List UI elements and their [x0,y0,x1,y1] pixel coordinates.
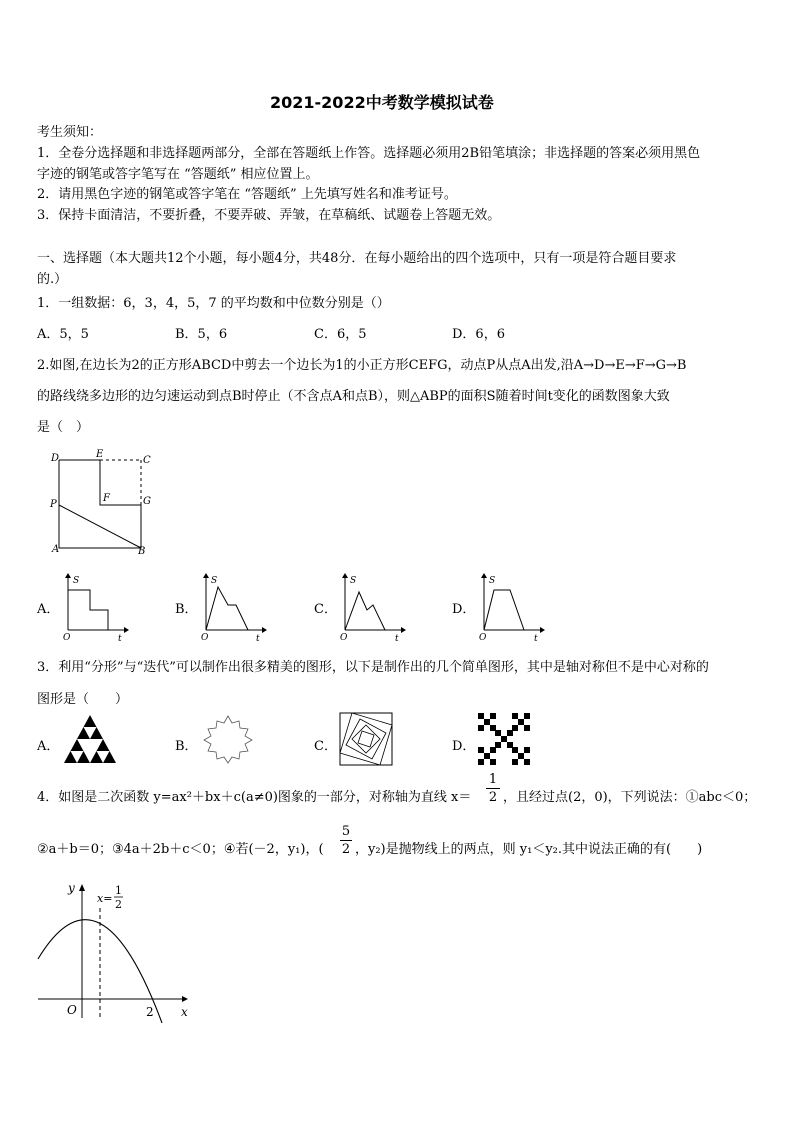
page-title: 2021-2022中考数学模拟试卷 [270,93,494,112]
graph-a-t: t [118,634,122,642]
q2-graph-a [60,572,130,642]
q2-graph-d [476,572,546,642]
graph-d-t: t [534,634,538,642]
notice-line-1: 1．全卷分选择题和非选择题两部分，全部在答题纸上作答。选择题必须用2B铅笔填涂；非选择题的答案必须用黑色 [37,146,701,161]
label-f: F [103,493,110,504]
q4-fraction-2 [340,824,352,857]
notice-heading: 考生须知： [37,125,103,140]
q4-graph-y: y [68,881,75,895]
q4-fraction-2-den: 2 [341,842,351,857]
label-a: A [52,544,60,555]
label-b: B [138,546,146,557]
q2-option-d: D． [452,602,476,617]
q4-fraction-1 [486,772,500,805]
q4-graph-two: 2 [146,1005,154,1019]
q4-line-1a: 4．如图是二次函数 y=ax²＋bx＋c(a≠0)图象的一部分，对称轴为直线 x＝ [37,790,472,805]
q2-line-3: 是（ ） [37,420,90,435]
q3-line-2: 图形是（ ） [37,692,129,707]
q3-option-d: D． [452,739,476,754]
q3-option-c: C． [314,739,337,754]
q4-graph-x: x [181,1005,188,1019]
label-g: G [143,496,151,507]
q1-option-a: A．5，5 [37,327,89,342]
q4-parabola-graph [30,878,200,1023]
q4-line-2a: ②a＋b＝0；③4a＋2b＋c＜0；④若(－2，y₁)，( [37,842,324,857]
q3-checker-figure [478,713,530,765]
label-e: E [96,449,104,460]
q4-graph-frac-num: 1 [115,884,122,897]
q2-line-2: 的路线绕多边形的边匀速运动到点B时停止（不含点A和点B），则△ABP的面积S随着时间t变化的函数图象大致 [37,389,670,404]
q4-line-1b: ，且经过点(2，0)，下列说法：①abc＜0； [503,790,757,805]
q4-graph-o: O [67,1003,77,1017]
graph-a-s: S [73,576,80,586]
q4-graph-axis-label: x= [97,892,113,905]
graph-a-o: O [63,633,71,642]
q2-square-figure [45,448,160,558]
graph-c-s: S [350,576,357,586]
graph-c-o: O [340,633,348,642]
q4-graph-frac-den: 2 [115,898,122,911]
section-heading-line-2: 的.） [37,272,68,287]
q1-option-b: B．5，6 [175,327,228,342]
notice-line-2: 字迹的钢笔或答字笔写在 “答题纸” 相应位置上。 [37,167,319,182]
q2-graph-c [337,572,407,642]
graph-c-t: t [395,634,399,642]
q2-graph-b [198,572,268,642]
q1-option-d: D．6，6 [452,327,505,342]
notice-line-4: 3．保持卡面清洁，不要折叠，不要弄破、弄皱，在草稿纸、试题卷上答题无效。 [37,208,501,223]
q4-fraction-1-num: 1 [488,772,498,787]
q3-nested-squares-figure [338,711,394,767]
label-d: D [51,453,60,464]
graph-b-t: t [256,634,260,642]
q1-option-c: C．6，5 [314,327,367,342]
graph-b-s: S [211,576,218,586]
q3-line-1: 3．利用“分形”与“迭代”可以制作出很多精美的图形，以下是制作出的几个简单图形，其中是轴对称但不是中心对称的 [37,660,709,675]
label-p: P [50,499,57,510]
q2-line-1: 2.如图,在边长为2的正方形ABCD中剪去一个边长为1的小正方形CEFG，动点P从点A出发,沿A→D→E→F→G→B [37,358,687,373]
q4-line-2b: ，y₂)是抛物线上的两点，则 y₁＜y₂.其中说法正确的有( ) [355,842,703,857]
q1-stem: 1．一组数据：6，3，4，5，7 的平均数和中位数分别是（） [37,296,390,311]
q3-sierpinski-figure [62,713,118,765]
q2-option-c: C． [314,602,337,617]
q3-snowflake-figure [200,713,256,765]
q4-fraction-2-num: 5 [341,824,351,839]
q2-option-b: B． [175,602,198,617]
label-c: C [143,455,151,466]
graph-d-s: S [489,576,496,586]
section-heading-line-1: 一、选择题（本大题共12个小题，每小题4分，共48分．在每小题给出的四个选项中，只有一项是符合题目要求 [37,251,677,266]
graph-b-o: O [201,633,209,642]
q4-fraction-1-den: 2 [488,790,498,805]
q3-option-a: A． [37,739,60,754]
q2-option-a: A． [37,602,60,617]
q3-option-b: B． [175,739,198,754]
notice-line-3: 2．请用黑色字迹的钢笔或答字笔在 “答题纸” 上先填写姓名和准考证号。 [37,187,457,202]
graph-d-o: O [479,633,487,642]
